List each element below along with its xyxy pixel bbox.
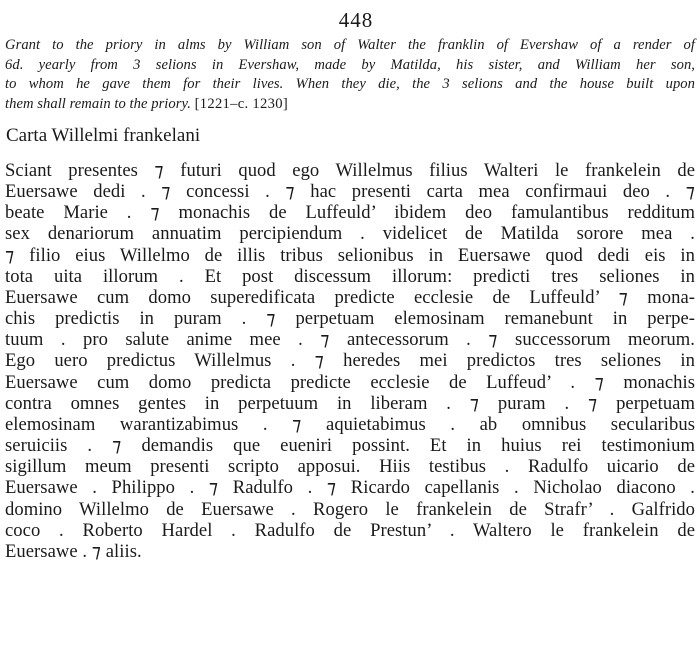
charter-text-line-last: Euersawe . ⁊ aliis. xyxy=(5,540,142,562)
charter-text-line: sigillum meum presenti scripto apposui. Hiis testibus . Radulfo uicario de xyxy=(5,456,695,478)
charter-title: Carta Willelmi frankelani xyxy=(6,125,201,146)
charter-text-line: sex denariorum annuatim percipiendum . videlicet de Matilda sorore mea . xyxy=(5,223,695,245)
charter-text-line: domino Willelmo de Euersawe . Rogero le frankelein de Strafr’ . Galfrido xyxy=(5,498,695,520)
charter-text-line: Euersawe cum domo predicta predicte ecclesie de Luffeud’ . ⁊ monachis xyxy=(5,371,695,393)
summary-line-last xyxy=(5,95,695,115)
summary-line: to whom he gave them for their lives. When they die, the 3 selions and the house built upon xyxy=(5,76,695,92)
charter-text-line: seruiciis . ⁊ demandis que eueniri possint. Et in huius rei testimonium xyxy=(5,435,695,457)
charter-text-line: Euersawe . Philippo . ⁊ Radulfo . ⁊ Ricardo capellanis . Nicholao diacono . xyxy=(5,477,695,499)
charter-text-line: tota uita illorum . Et post discessum illorum: predicti tres seliones in xyxy=(5,265,695,287)
charter-text-line: Euersawe dedi . ⁊ concessi . ⁊ hac presenti carta mea confirmaui deo . ⁊ xyxy=(5,181,695,203)
charter-text-line: elemosinam warantizabimus . ⁊ aquietabimus . ab omnibus secularibus xyxy=(5,413,695,435)
summary-line: 6d. yearly from 3 selions in Evershaw, made by Matilda, his sister, and William her son, xyxy=(5,56,695,73)
charter-text-line: chis predictis in puram . ⁊ perpetuam elemosinam remanebunt in perpe- xyxy=(5,308,695,330)
charter-text-line: ⁊ filio eius Willelmo de illis tribus selionibus in Euersawe quod dedi eis in xyxy=(5,244,695,266)
charter-text-line: tuum . pro salute anime mee . ⁊ antecessorum . ⁊ successorum meorum. xyxy=(5,329,695,351)
charter-text-line: Ego uero predictus Willelmus . ⁊ heredes mei predictos tres seliones in xyxy=(5,350,695,372)
charter-text-line: contra omnes gentes in perpetuum in liberam . ⁊ puram . ⁊ perpetuam xyxy=(5,392,695,414)
summary-line-text: them shall remain to the priory. xyxy=(5,95,191,112)
charter-text-line: beate Marie . ⁊ monachis de Luffeuld’ ibidem deo famulantibus redditum xyxy=(5,202,695,224)
page-number: 448 xyxy=(338,8,374,32)
charter-text xyxy=(5,160,695,562)
charter-text-line: Sciant presentes ⁊ futuri quod ego Willelmus filius Walteri le frankelein de xyxy=(5,160,695,181)
charter-text-line: Euersawe cum domo superedificata predicte ecclesie de Luffeuld’ ⁊ mona- xyxy=(5,286,695,308)
charter-text-line: coco . Roberto Hardel . Radulfo de Prestun’ . Waltero le frankelein de xyxy=(5,519,695,541)
summary-line: Grant to the priory in alms by William son of Walter the franklin of Evershaw of a render of xyxy=(5,37,695,53)
charter-date: [1221–c. 1230] xyxy=(194,95,288,112)
charter-summary xyxy=(5,36,695,114)
